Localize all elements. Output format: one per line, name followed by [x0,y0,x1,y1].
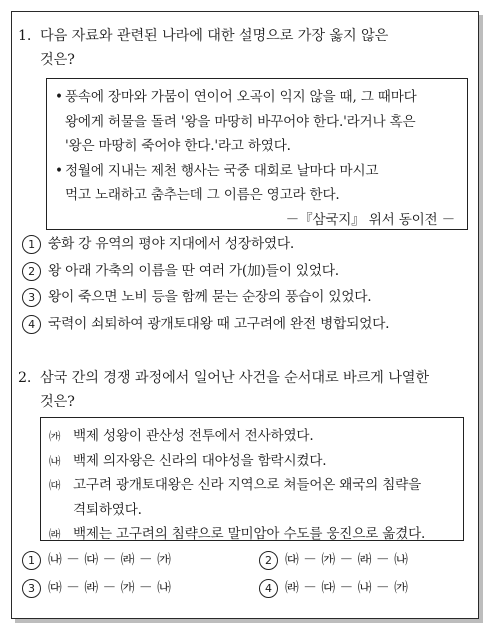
q1-option-3-text: 왕이 죽으면 노비 등을 함께 묻는 순장의 풍습이 있었다. [48,289,372,305]
option-number-badge: 3 [22,579,41,598]
event-ra [49,522,457,547]
q2-option-1[interactable] [22,547,171,573]
source-bullet-2-line-2: 먹고 노래하고 춤추는데 그 이름은 영고라 한다. [65,187,340,203]
q1-option-4-text: 국력이 쇠퇴하여 광개토대왕 때 고구려에 완전 병합되었다. [48,315,390,332]
event-ga [49,424,457,449]
q2-option-4[interactable] [259,575,408,601]
question-1-options [22,231,482,337]
event-marker: ㈏ [49,453,61,468]
question-2-options [22,547,482,607]
q2-option-2[interactable] [259,547,408,573]
question-2-number: 2. [18,370,32,386]
question-1-stem-line-2: 것은? [40,52,75,68]
question-2-stem-line-1: 삼국 간의 경쟁 과정에서 일어난 사건을 순서대로 바르게 나열한 [40,370,430,386]
q1-option-2[interactable] [22,258,482,285]
option-number-badge: 1 [22,235,41,254]
source-bullet-1 [55,85,459,159]
option-number-badge: 2 [259,551,278,570]
option-number-badge: 2 [22,262,41,281]
source-bullet-1-line-1: • 풍속에 장마와 가뭄이 연이어 오곡이 익지 않을 때, 그 때마다 [65,89,417,105]
event-marker: ㈐ [49,478,61,492]
source-citation: －『삼국지』 위서 동이전 － [285,211,455,228]
option-number-badge: 4 [22,315,41,334]
q1-option-3[interactable] [22,284,482,311]
source-bullet-2 [55,159,459,208]
q2-option-2-text: ㈐ － ㈎ － ㈑ － ㈏ [285,552,408,568]
q1-option-4[interactable] [22,311,482,338]
event-marker: ㈑ [49,527,61,541]
event-na [49,449,457,474]
question-1-stem [18,24,478,72]
question-1-source-box [46,78,468,230]
question-1-number: 1. [18,28,32,44]
source-bullet-1-line-3: '왕은 마땅히 죽어야 한다.'라고 하였다. [65,138,291,154]
q2-option-4-text: ㈑ － ㈐ － ㈏ － ㈎ [285,580,408,596]
event-na-text: 백제 의자왕은 신라의 대야성을 함락시켰다. [73,452,327,469]
q2-option-3-text: ㈐ － ㈑ － ㈎ － ㈏ [48,580,171,596]
event-da [49,473,457,522]
q1-option-2-text: 왕 아래 가축의 이름을 딴 여러 가(加)들이 있었다. [48,262,339,279]
source-bullet-1-line-2: 왕에게 허물을 돌려 '왕을 마땅히 바꾸어야 한다.'라거나 혹은 [65,113,416,130]
question-2-events-box [40,417,464,541]
event-ra-text: 백제는 고구려의 침략으로 말미암아 수도를 웅진으로 옮겼다. [73,526,426,542]
question-1-stem-line-1: 다음 자료와 관련된 나라에 대한 설명으로 가장 옳지 않은 [40,28,389,44]
option-number-badge: 3 [22,288,41,307]
source-bullet-2-line-1: • 정월에 지내는 제천 행사는 국중 대회로 날마다 마시고 [65,162,379,179]
q2-option-1-text: ㈏ － ㈐ － ㈑ － ㈎ [48,552,171,568]
question-2-stem [18,366,478,414]
event-da-text-line-1: 고구려 광개토대왕은 신라 지역으로 쳐들어온 왜국의 침략을 [73,477,422,493]
event-da-text-line-2: 격퇴하였다. [73,501,142,518]
q1-option-1-text: 쑹화 강 유역의 평야 지대에서 성장하였다. [48,236,294,252]
question-2-stem-line-2: 것은? [40,394,75,410]
option-number-badge: 1 [22,551,41,570]
event-ga-text: 백제 성왕이 관산성 전투에서 전사하였다. [73,428,314,444]
event-marker: ㈎ [49,429,61,443]
option-number-badge: 4 [259,579,278,598]
q2-option-3[interactable] [22,575,171,601]
q1-option-1[interactable] [22,231,482,258]
